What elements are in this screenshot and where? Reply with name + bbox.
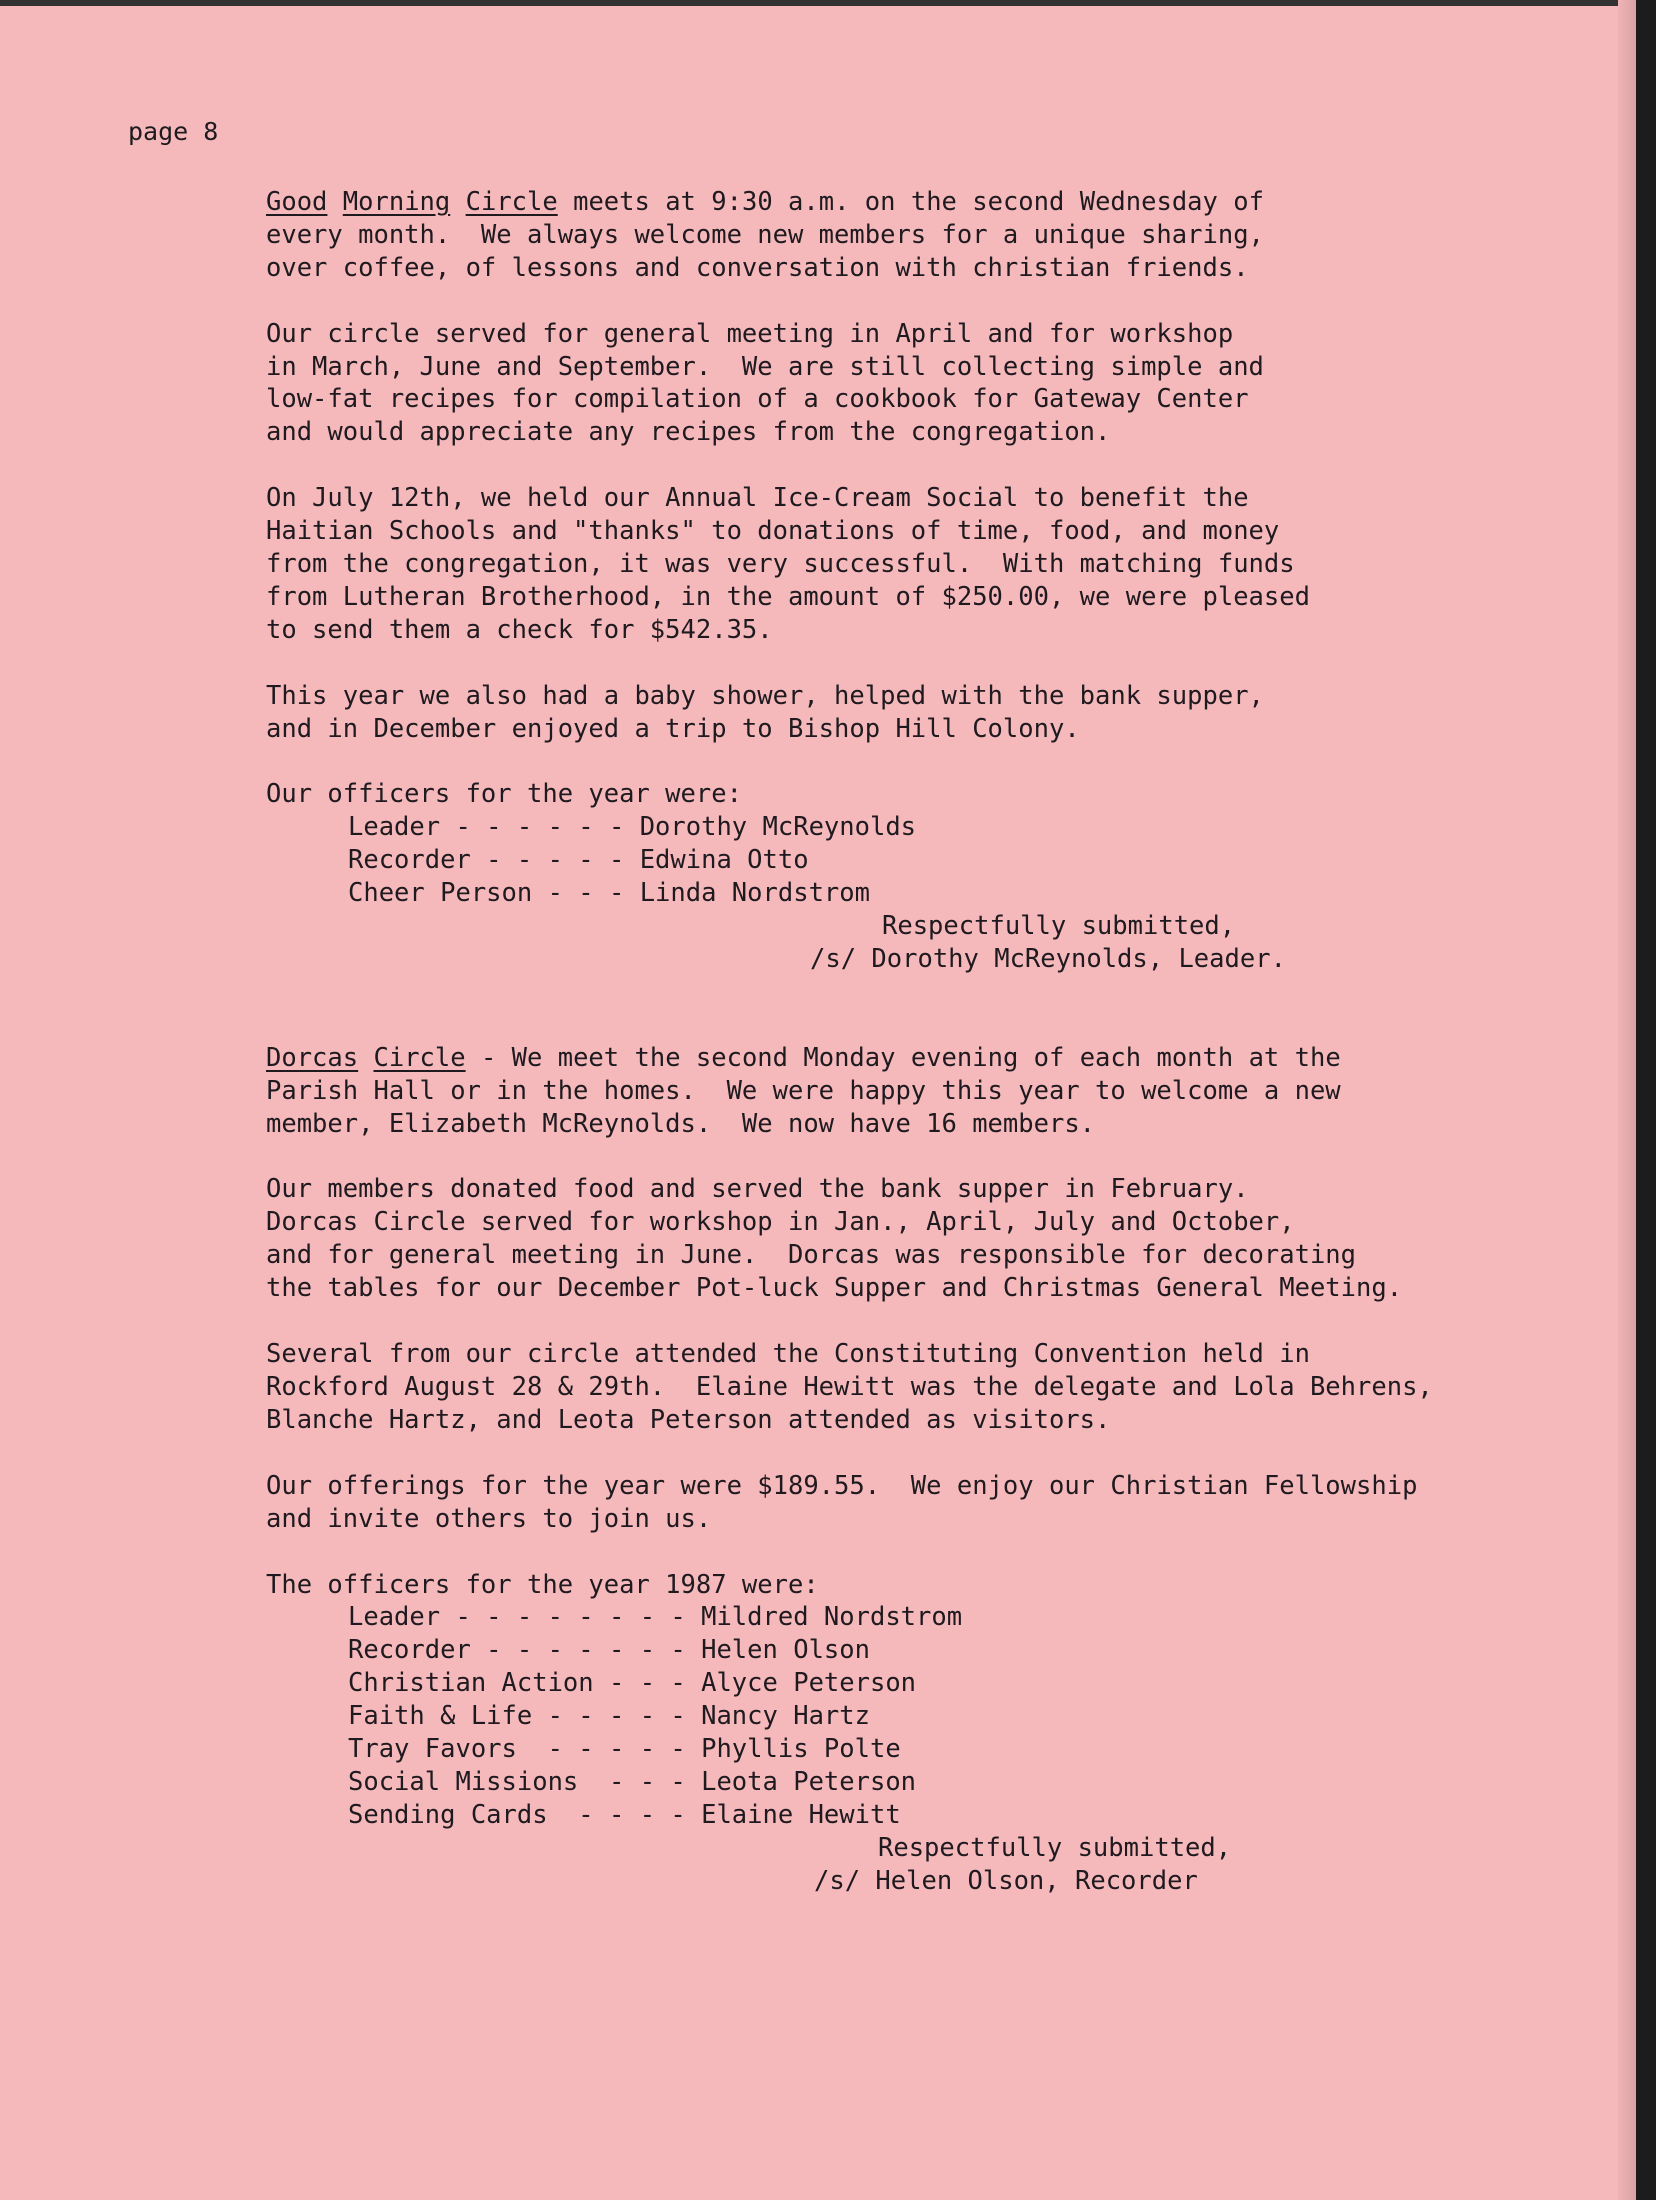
good-morning-intro-line-3: over coffee, of lessons and conversation with christian friends. [266, 252, 1249, 283]
officer-row: Sending Cards - - - - Elaine Hewitt [348, 1799, 901, 1830]
text-line: Our members donated food and served the bank supper in February. [266, 1174, 1249, 1205]
dorcas-signature-block [266, 1832, 1566, 1898]
good-morning-title-word-1: Good [266, 187, 328, 217]
officer-row: Recorder - - - - - - - Helen Olson [348, 1635, 870, 1666]
dorcas-officers [266, 1569, 1566, 1832]
text-line: and invite others to join us. [266, 1503, 712, 1534]
officer-row: Recorder - - - - - Edwina Otto [348, 845, 809, 876]
officer-row: Cheer Person - - - Linda Nordstrom [348, 878, 870, 909]
text-line: Dorcas Circle served for workshop in Jan., April, July and October, [266, 1207, 1295, 1238]
text-line: Our circle served for general meeting in April and for workshop [266, 318, 1234, 349]
text-line: from Lutheran Brotherhood, in the amount of $250.00, we were pleased [266, 581, 1310, 612]
officers-intro: The officers for the year 1987 were: [266, 1569, 819, 1600]
text-line: Our offerings for the year were $189.55. We enjoy our Christian Fellowship [266, 1470, 1418, 1501]
good-morning-title-word-2: Morning [342, 187, 451, 217]
dorcas-paragraph-4 [266, 1470, 1566, 1536]
signature: /s/ Helen Olson, Recorder [814, 1865, 1198, 1896]
officer-row: Leader - - - - - - - - Mildred Nordstrom [348, 1602, 963, 1633]
signature: /s/ Dorothy McReynolds, Leader. [810, 943, 1286, 974]
text-line: in March, June and September. We are still collecting simple and [266, 351, 1264, 382]
good-morning-paragraph-3 [266, 482, 1566, 646]
good-morning-signature-block [266, 910, 1566, 976]
good-morning-title-word-3: Circle [465, 187, 558, 217]
officers-intro: Our officers for the year were: [266, 779, 742, 810]
text-line: the tables for our December Pot-luck Supper and Christmas General Meeting. [266, 1273, 1403, 1304]
officer-row: Christian Action - - - Alyce Peterson [348, 1668, 917, 1699]
text-line: Blanche Hartz, and Leota Peterson attended as visitors. [266, 1404, 1111, 1435]
dorcas-title-word-1: Dorcas [266, 1042, 359, 1073]
dorcas-paragraph-2 [266, 1173, 1566, 1305]
good-morning-paragraph-1 [266, 186, 1566, 285]
officer-row: Social Missions - - - Leota Peterson [348, 1766, 917, 1797]
good-morning-intro-line-2: every month. We always welcome new members for a unique sharing, [266, 219, 1264, 250]
good-morning-paragraph-2 [266, 318, 1566, 450]
text-line: Rockford August 28 & 29th. Elaine Hewitt was the delegate and Lola Behrens, [266, 1371, 1433, 1402]
officer-row: Tray Favors - - - - - Phyllis Polte [348, 1733, 901, 1764]
report-body [266, 186, 1566, 1930]
dorcas-paragraph-3 [266, 1338, 1566, 1437]
text-line: Haitian Schools and "thanks" to donations of time, food, and money [266, 516, 1280, 547]
dorcas-intro-line-3: member, Elizabeth McReynolds. We now have 16 members. [266, 1108, 1096, 1139]
dorcas-paragraph-1 [266, 1042, 1566, 1141]
text-line: to send them a check for $542.35. [266, 614, 773, 645]
text-line: On July 12th, we held our Annual Ice-Cream Social to benefit the [266, 483, 1249, 514]
dorcas-intro-rest: - We meet the second Monday evening of each month at the [465, 1042, 1341, 1073]
officer-row: Faith & Life - - - - - Nancy Hartz [348, 1701, 870, 1732]
dorcas-intro-line-2: Parish Hall or in the homes. We were happy this year to welcome a new [266, 1075, 1341, 1106]
page-number: page 8 [128, 117, 219, 146]
signoff: Respectfully submitted, [882, 911, 1236, 942]
text-line: Several from our circle attended the Constituting Convention held in [266, 1339, 1310, 1370]
good-morning-intro-rest: meets at 9:30 a.m. on the second Wednesday of [557, 187, 1264, 217]
text-line: low-fat recipes for compilation of a cookbook for Gateway Center [266, 384, 1249, 415]
signoff: Respectfully submitted, [878, 1832, 1232, 1863]
text-line: and for general meeting in June. Dorcas was responsible for decorating [266, 1240, 1357, 1271]
good-morning-officers [266, 778, 1566, 910]
dorcas-title-word-2: Circle [373, 1042, 466, 1073]
text-line: and in December enjoyed a trip to Bishop Hill Colony. [266, 713, 1080, 744]
officer-row: Leader - - - - - - Dorothy McReynolds [348, 812, 917, 843]
text-line: and would appreciate any recipes from the congregation. [266, 417, 1111, 448]
text-line: from the congregation, it was very successful. With matching funds [266, 549, 1295, 580]
good-morning-paragraph-4 [266, 680, 1566, 746]
text-line: This year we also had a baby shower, helped with the bank supper, [266, 680, 1264, 711]
